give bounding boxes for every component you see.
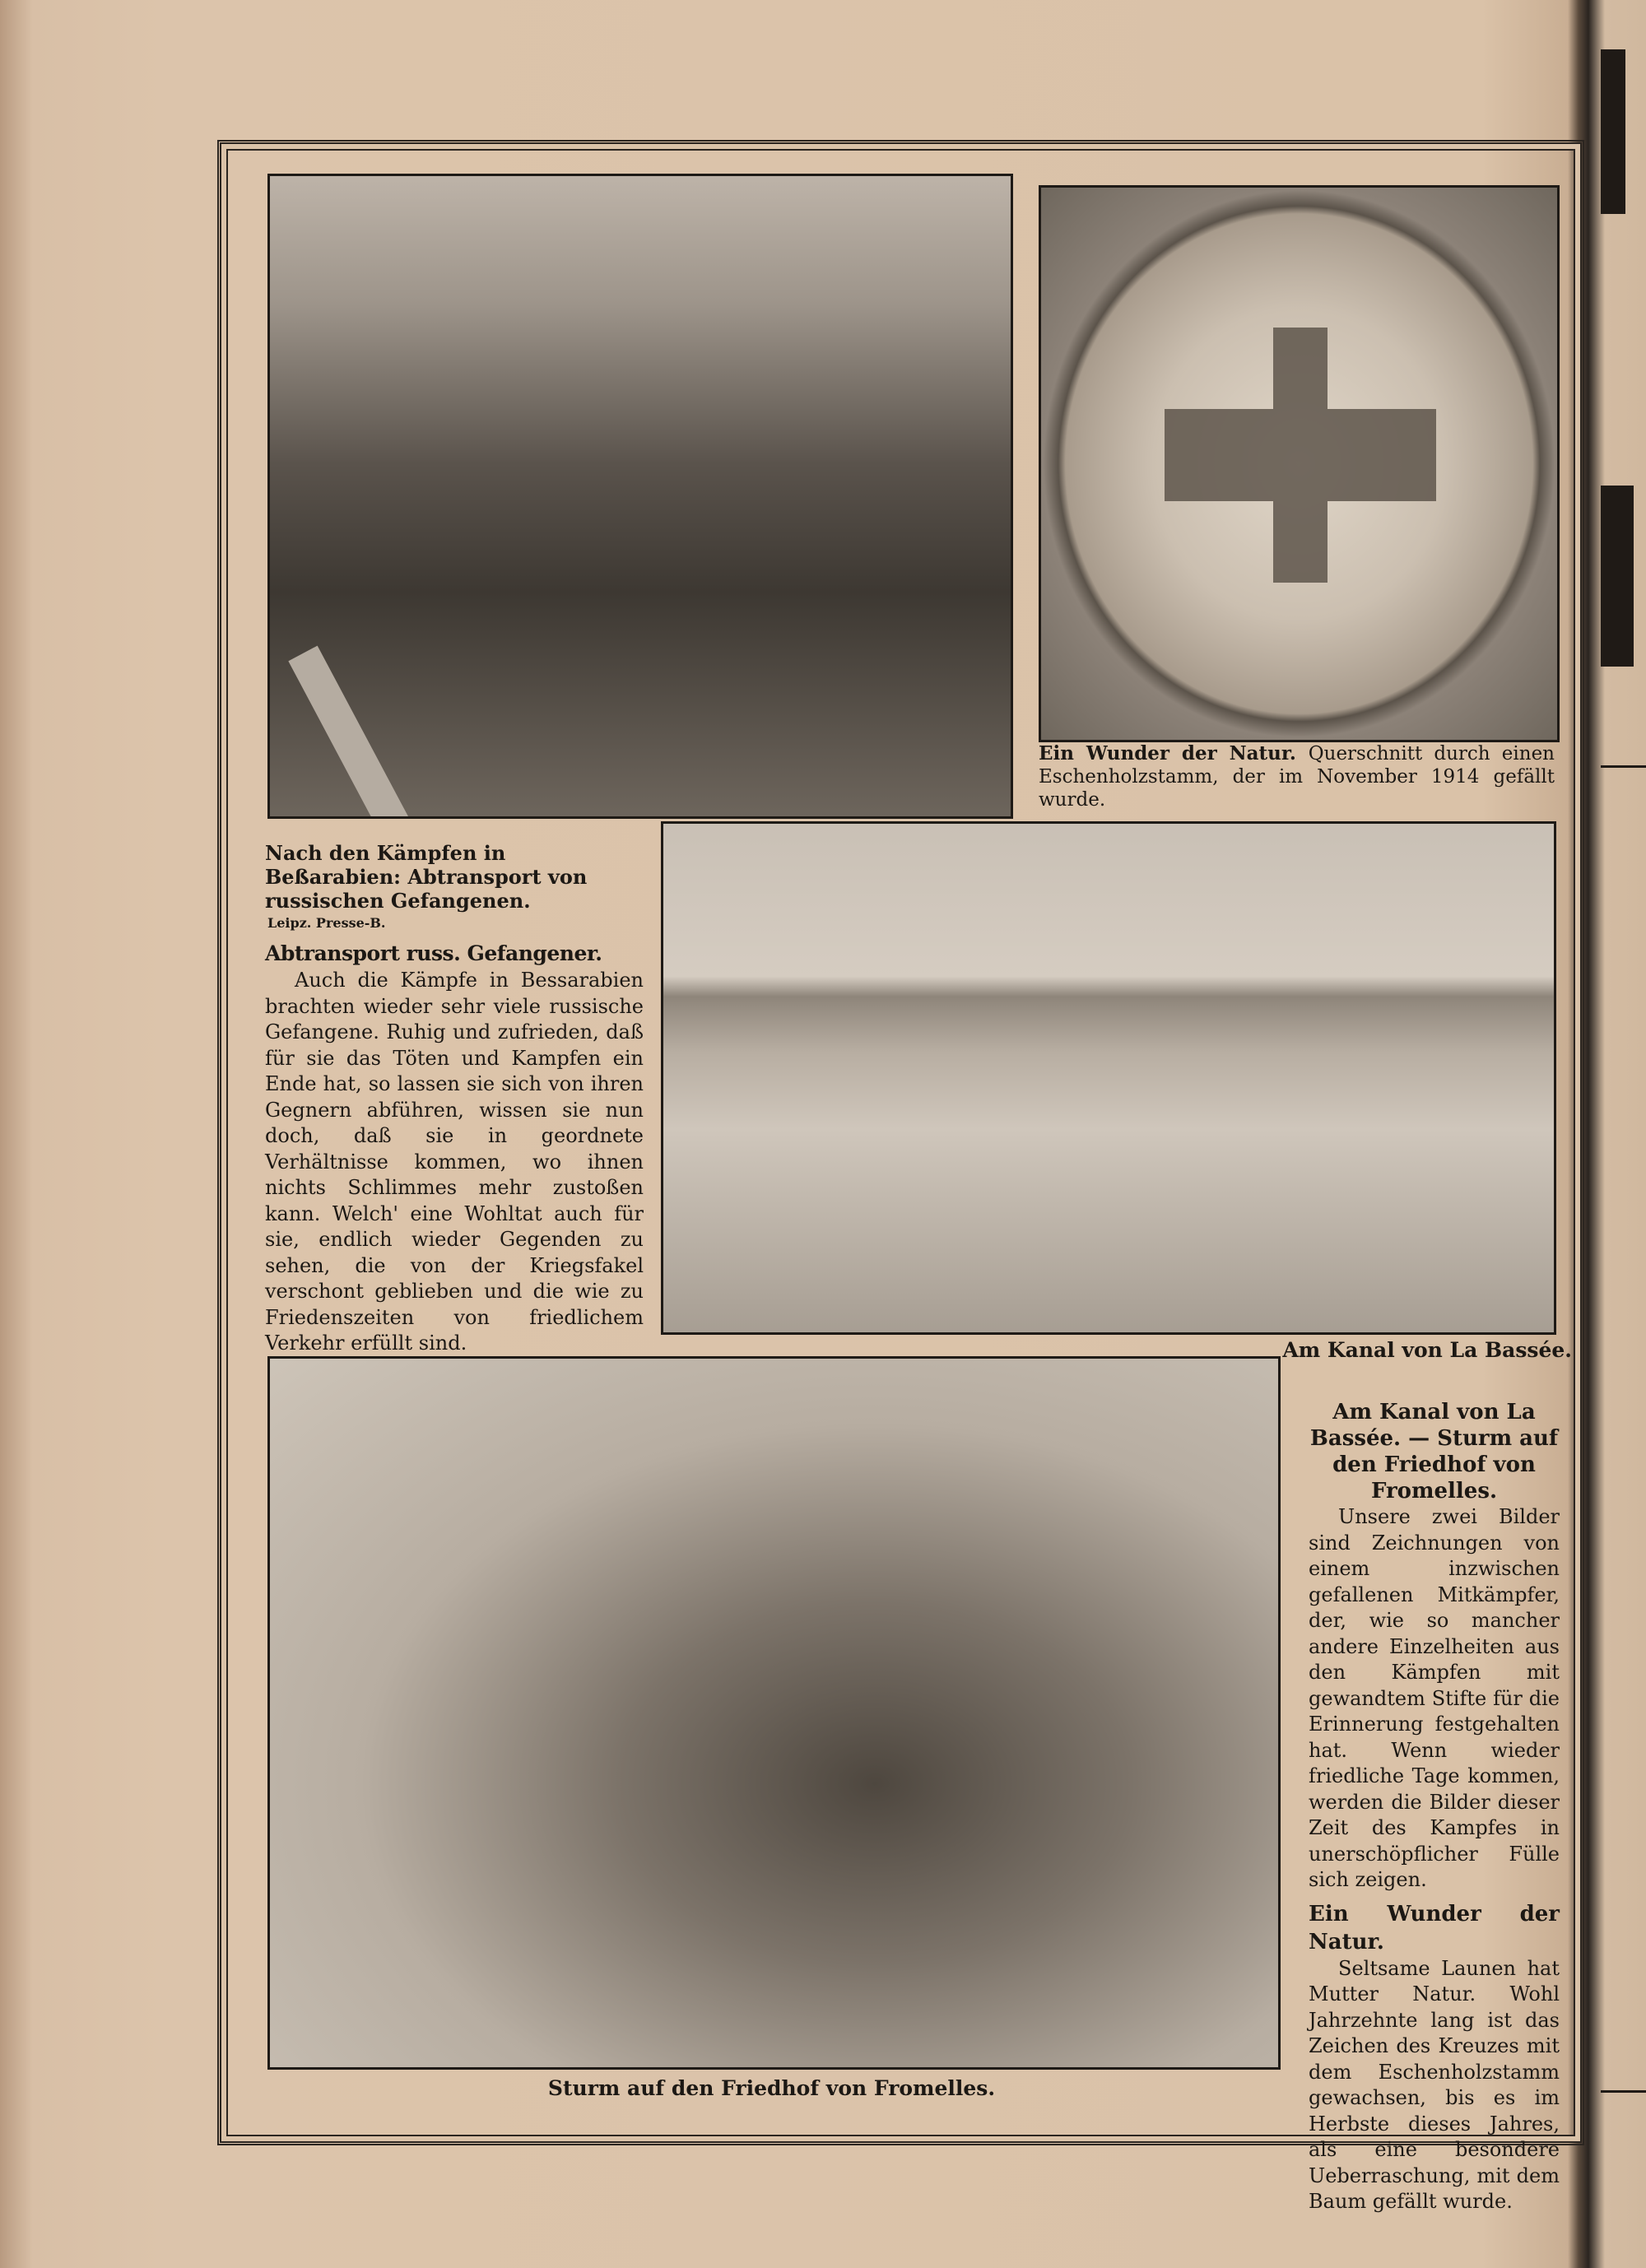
article-canal	[1309, 1399, 1560, 2215]
soldiers-caption: Nach den Kämpfen in Beßarabien: Abtransport von russischen Gefangenen.	[265, 841, 588, 913]
photo-russian-prisoners	[267, 174, 1013, 819]
article-prisoners-body: Auch die Kämpfe in Bessarabien brachten wieder sehr viele russische Gefangene. Ruhig und zufrieden, daß für sie das Töten und Kampfen ein Ende hat, so lassen sie sich von ihren Gegnern abführen, wissen sie nun doch, daß sie in geordnete Verhältnisse kommen, wo ihnen nichts Schlimmes mehr zustoßen kann. Welch' eine Wohltat auch für sie, endlich wieder Gegenden zu sehen, die von der Kriegsfakel verschont geblieben und die wie zu Friedenszeiten von friedlichem Verkehr erfüllt sind.	[265, 969, 644, 1355]
drawing-canal-la-bassee	[661, 821, 1556, 1335]
photo-tree-cross-section	[1039, 185, 1560, 742]
tree-caption-title: Ein Wunder der Natur.	[1039, 742, 1296, 765]
drawing-cemetery-fromelles	[267, 1356, 1281, 2070]
cemetery-caption: Sturm auf den Friedhof von Fromelles.	[547, 2076, 996, 2100]
tree-caption-text: Querschnitt durch einen Eschenholzstamm, der im November 1914 gefällt wurde.	[1039, 743, 1555, 811]
article-canal-title: Am Kanal von La Bassée. — Sturm auf den Friedhof von Fromelles.	[1309, 1400, 1559, 1503]
canal-caption: Am Kanal von La Bassée.	[1282, 1338, 1572, 1362]
cross-shape	[1165, 328, 1436, 583]
adjacent-page-edge	[1601, 0, 1646, 2268]
article-nature-title: Ein Wunder der Natur.	[1309, 1901, 1560, 1954]
tree-caption	[1039, 742, 1555, 811]
article-nature-body: Seltsame Launen hat Mutter Natur. Wohl Jahrzehnte lang ist das Zeichen des Kreuzes mit dem Eschenholzstamm gewachsen, bis es im Herbste dieses Jahres, als eine besondere Ueberraschung, mit dem Baum gefällt wurde.	[1309, 1956, 1560, 2213]
article-canal-body: Unsere zwei Bilder sind Zeichnungen von einem inzwischen gefallenen Mitkämpfer, der, wie so mancher andere Einzelheiten aus den Kämpfen mit gewandtem Stifte für die Erinnerung festgehalten hat. Wenn wieder friedliche Tage kommen, werden die Bilder dieser Zeit des Kampfes in unerschöpflicher Fülle sich zeigen.	[1309, 1505, 1560, 1891]
article-prisoners-title: Abtransport russ. Gefangener.	[265, 941, 602, 965]
article-prisoners	[265, 940, 644, 1357]
photo-credit: Leipz. Presse-B.	[267, 915, 386, 931]
